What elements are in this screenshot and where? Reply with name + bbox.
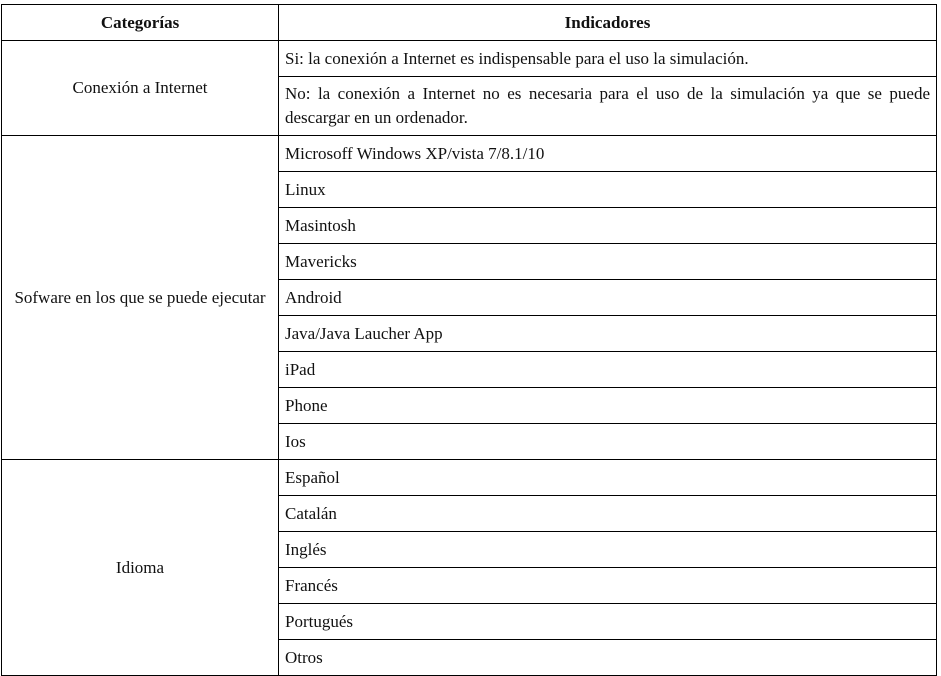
table-row — [2, 41, 937, 77]
table-row — [2, 460, 937, 496]
indicator-cell: Mavericks — [279, 244, 937, 280]
indicator-cell: Masintosh — [279, 208, 937, 244]
categories-table — [1, 4, 937, 676]
indicator-cell: iPad — [279, 352, 937, 388]
indicator-cell: Otros — [279, 640, 937, 676]
indicator-cell: Android — [279, 280, 937, 316]
indicator-cell: Microsoff Windows XP/vista 7/8.1/10 — [279, 136, 937, 172]
indicator-cell: Francés — [279, 568, 937, 604]
indicator-cell: Español — [279, 460, 937, 496]
indicator-cell: Portugués — [279, 604, 937, 640]
category-cell: Conexión a Internet — [2, 41, 279, 136]
indicator-cell: Si: la conexión a Internet es indispensable para el uso la simulación. — [279, 41, 937, 77]
indicator-cell: Inglés — [279, 532, 937, 568]
header-indicators: Indicadores — [279, 5, 937, 41]
table-row — [2, 136, 937, 172]
category-cell: Idioma — [2, 460, 279, 676]
header-categories: Categorías — [2, 5, 279, 41]
indicator-cell: Linux — [279, 172, 937, 208]
indicator-cell: Phone — [279, 388, 937, 424]
category-cell: Sofware en los que se puede ejecutar — [2, 136, 279, 460]
indicator-cell: Ios — [279, 424, 937, 460]
indicator-cell: No: la conexión a Internet no es necesaria para el uso de la simulación ya que se puede descargar en un ordenador. — [279, 77, 937, 136]
indicator-cell: Java/Java Laucher App — [279, 316, 937, 352]
indicator-cell: Catalán — [279, 496, 937, 532]
